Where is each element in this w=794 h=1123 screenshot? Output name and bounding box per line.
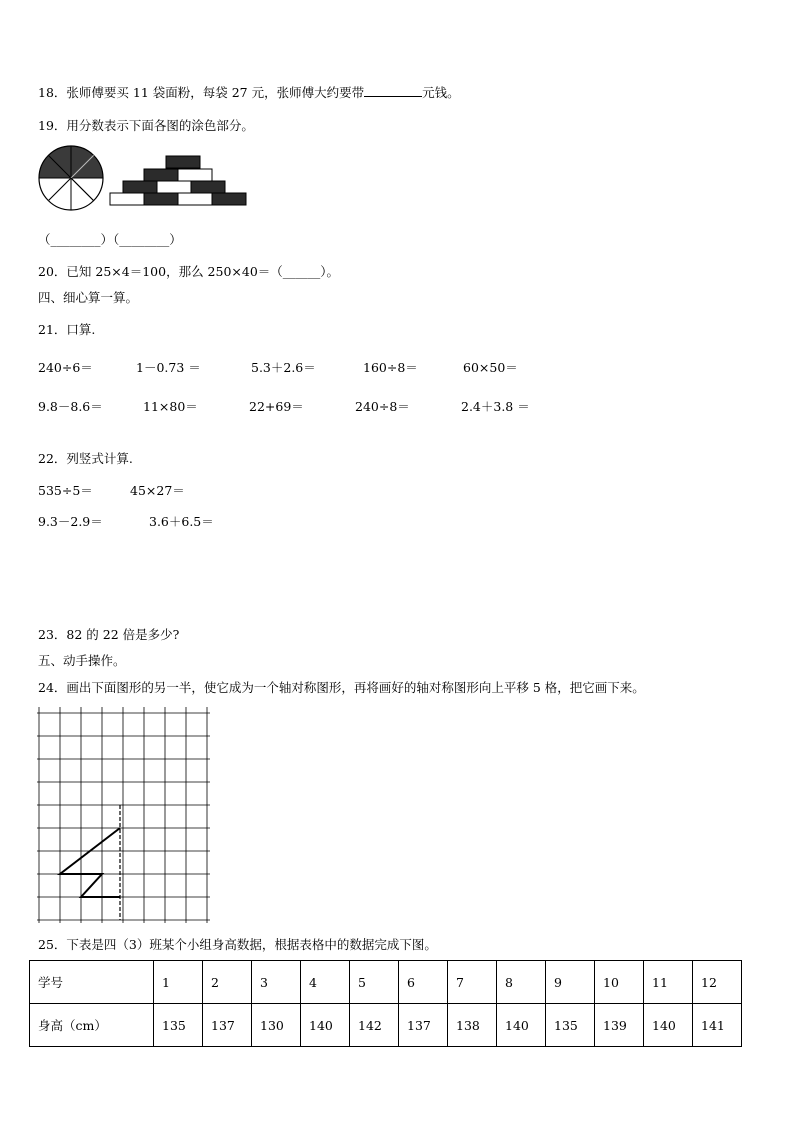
question-23: 23．82 的 22 倍是多少?	[38, 627, 180, 642]
table-cell: 141	[693, 1004, 742, 1047]
question-21: 21．口算.	[38, 322, 96, 337]
question-18	[38, 83, 460, 101]
table-cell: 130	[252, 1004, 301, 1047]
table-cell: 11	[644, 961, 693, 1004]
table-cell: 140	[301, 1004, 350, 1047]
table-cell: 9	[546, 961, 595, 1004]
table-cell: 7	[448, 961, 497, 1004]
calc-item: 160÷8＝	[363, 360, 418, 375]
calc-item: 1－0.73 ＝	[136, 360, 201, 375]
table-cell: 140	[497, 1004, 546, 1047]
table-cell: 2	[203, 961, 252, 1004]
grid-lines	[37, 707, 210, 923]
brick-figure	[110, 156, 246, 205]
calc-item: 9.3－2.9＝	[38, 514, 103, 529]
calc-item: 535÷5＝	[38, 483, 93, 498]
drawing-grid[interactable]	[36, 704, 210, 926]
table-cell: 139	[595, 1004, 644, 1047]
pie-figure	[39, 146, 103, 210]
table-cell: 3	[252, 961, 301, 1004]
calc-item: 9.8－8.6＝	[38, 399, 103, 414]
calc-item: 45×27＝	[130, 483, 185, 498]
q18-answer-blank[interactable]	[364, 84, 422, 97]
calc-item: 3.6＋6.5＝	[149, 514, 214, 529]
question-19: 19．用分数表示下面各图的涂色部分。	[38, 118, 254, 133]
table-row	[30, 961, 742, 1004]
question-24: 24．画出下面图形的另一半，使它成为一个轴对称图形，再将画好的轴对称图形向上平移 5 格，把它画下来。	[38, 680, 645, 695]
q18-text: 18．张师傅要买 11 袋面粉，每袋 27 元，张师傅大约要带	[38, 85, 365, 100]
calc-item: 5.3＋2.6＝	[251, 360, 316, 375]
table-row	[30, 1004, 742, 1047]
calc-item: 240÷6＝	[38, 360, 93, 375]
section-5-title: 五、动手操作。	[38, 653, 126, 668]
question-22: 22．列竖式计算.	[38, 451, 133, 466]
q18-text-after: 元钱。	[422, 85, 460, 100]
half-shape	[60, 828, 120, 897]
question-20: 20．已知 25×4＝100，那么 250×40＝（______）。	[38, 264, 340, 279]
table-cell: 135	[154, 1004, 203, 1047]
table-header-cell: 身高（cm）	[30, 1004, 154, 1047]
table-cell: 142	[350, 1004, 399, 1047]
height-table	[29, 960, 742, 1047]
q19-answer-blanks[interactable]: （________）（________）	[38, 232, 182, 247]
section-4-title: 四、细心算一算。	[38, 290, 139, 305]
table-cell: 10	[595, 961, 644, 1004]
table-cell: 1	[154, 961, 203, 1004]
table-cell: 138	[448, 1004, 497, 1047]
calc-item: 2.4＋3.8 ＝	[461, 399, 530, 414]
table-cell: 12	[693, 961, 742, 1004]
calc-item: 240÷8＝	[355, 399, 410, 414]
fraction-figures	[38, 145, 258, 215]
table-cell: 8	[497, 961, 546, 1004]
table-cell: 135	[546, 1004, 595, 1047]
calc-item: 11×80＝	[143, 399, 198, 414]
table-cell: 137	[203, 1004, 252, 1047]
table-cell: 6	[399, 961, 448, 1004]
question-25: 25．下表是四（3）班某个小组身高数据，根据表格中的数据完成下图。	[38, 937, 437, 952]
table-cell: 4	[301, 961, 350, 1004]
calc-item: 22+69＝	[249, 399, 304, 414]
table-cell: 137	[399, 1004, 448, 1047]
calc-item: 60×50＝	[463, 360, 518, 375]
table-cell: 140	[644, 1004, 693, 1047]
table-header-cell: 学号	[30, 961, 154, 1004]
table-cell: 5	[350, 961, 399, 1004]
